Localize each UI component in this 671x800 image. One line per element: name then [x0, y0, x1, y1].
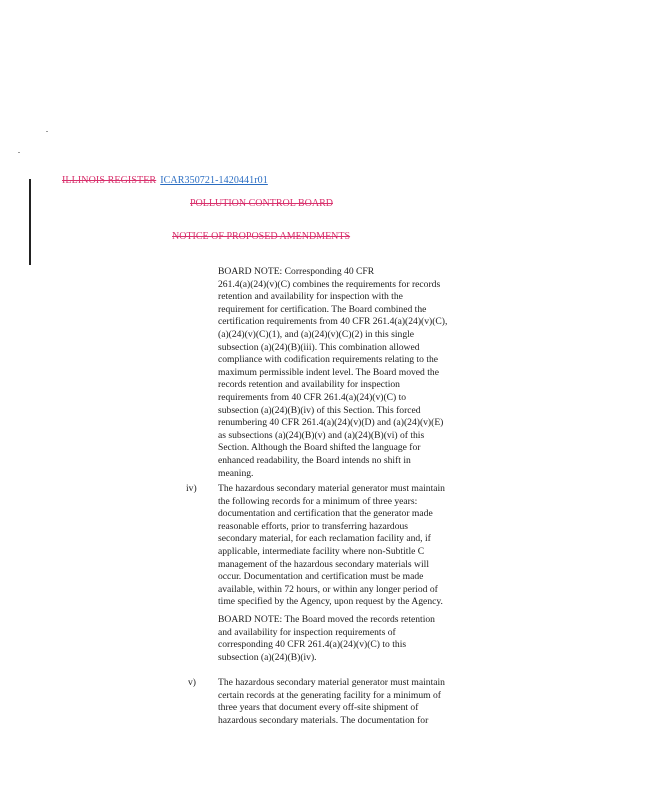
text-line: maximum permissible indent level. The Board moved the — [218, 366, 439, 378]
text-line: subsection (a)(24)(B)(iii). This combination allowed — [218, 341, 420, 353]
item-iv-marker: iv) — [186, 483, 197, 494]
text-line: Section. Although the Board shifted the language for — [218, 442, 421, 454]
text-line: hazardous secondary materials. The documentation for — [218, 714, 429, 726]
text-line: renumbering 40 CFR 261.4(a)(24)(v)(D) and (a)(24)(v)(E) — [218, 417, 444, 429]
item-iv-text — [218, 483, 468, 609]
board-note-1 — [218, 266, 468, 480]
text-line: three years that document every off-site shipment of — [218, 702, 419, 714]
text-line: documentation and certification that the generator made — [218, 508, 433, 520]
item-v-marker: v) — [188, 677, 196, 688]
text-line: requirement for certification. The Board combined the — [218, 303, 427, 315]
text-line: requirements from 40 CFR 261.4(a)(24)(v)(C) to — [218, 391, 407, 403]
text-line: time specified by the Agency, upon request by the Agency. — [218, 596, 443, 608]
text-line: BOARD NOTE: The Board moved the records retention — [218, 614, 435, 625]
register-title-struck: ILLINOIS REGISTER — [62, 175, 157, 186]
text-line: applicable, intermediate facility where non-Subtitle C — [218, 545, 425, 557]
text-line: compliance with codification requirements relating to the — [218, 354, 439, 366]
text-line: subsection (a)(24)(B)(iv) of this Section. This forced — [218, 404, 421, 416]
text-line: the following records for a minimum of three years: — [218, 495, 418, 507]
text-line: management of the hazardous secondary materials will — [218, 558, 429, 570]
text-line: The hazardous secondary material generator must maintain — [218, 677, 445, 688]
scan-speck — [46, 131, 48, 132]
text-line: records retention and availability for inspection — [218, 379, 400, 391]
text-line: 261.4(a)(24)(v)(C) combines the requirements for records — [218, 278, 441, 290]
notice-heading: NOTICE OF PROPOSED AMENDMENTS — [172, 231, 351, 242]
text-line: retention and availability for inspection with the — [218, 291, 403, 303]
item-v-text — [218, 677, 468, 727]
text-line: corresponding 40 CFR 261.4(a)(24)(v)(C) to this — [218, 639, 407, 651]
text-line: The hazardous secondary material generator must maintain — [218, 483, 445, 494]
text-line: available, within 72 hours, or within any longer period of — [218, 583, 438, 595]
text-line: as subsections (a)(24)(B)(v) and (a)(24)(B)(vi) of this — [218, 429, 425, 441]
text-line: occur. Documentation and certification must be made — [218, 571, 424, 583]
register-header — [62, 175, 268, 186]
text-line: meaning. — [218, 467, 254, 479]
text-line: (a)(24)(v)(C)(1), and (a)(24)(v)(C)(2) in this single — [218, 328, 415, 340]
text-line: and availability for inspection requirements of — [218, 626, 396, 638]
text-line: certification requirements from 40 CFR 261.4(a)(24)(v)(C), — [218, 316, 448, 328]
text-line: reasonable efforts, prior to transferring hazardous — [218, 520, 409, 532]
text-line: certain records at the generating facility for a minimum of — [218, 689, 441, 701]
register-id-inserted: ICAR350721-1420441r01 — [160, 175, 268, 186]
agency-heading: POLLUTION CONTROL BOARD — [190, 198, 333, 209]
scan-margin-bar — [29, 179, 31, 265]
text-line: subsection (a)(24)(B)(iv). — [218, 651, 317, 663]
board-note-2 — [218, 614, 468, 664]
text-line: BOARD NOTE: Corresponding 40 CFR — [218, 266, 375, 277]
text-line: enhanced readability, the Board intends no shift in — [218, 454, 411, 466]
scan-speck — [18, 152, 20, 153]
text-line: secondary material, for each reclamation facility and, if — [218, 533, 431, 545]
